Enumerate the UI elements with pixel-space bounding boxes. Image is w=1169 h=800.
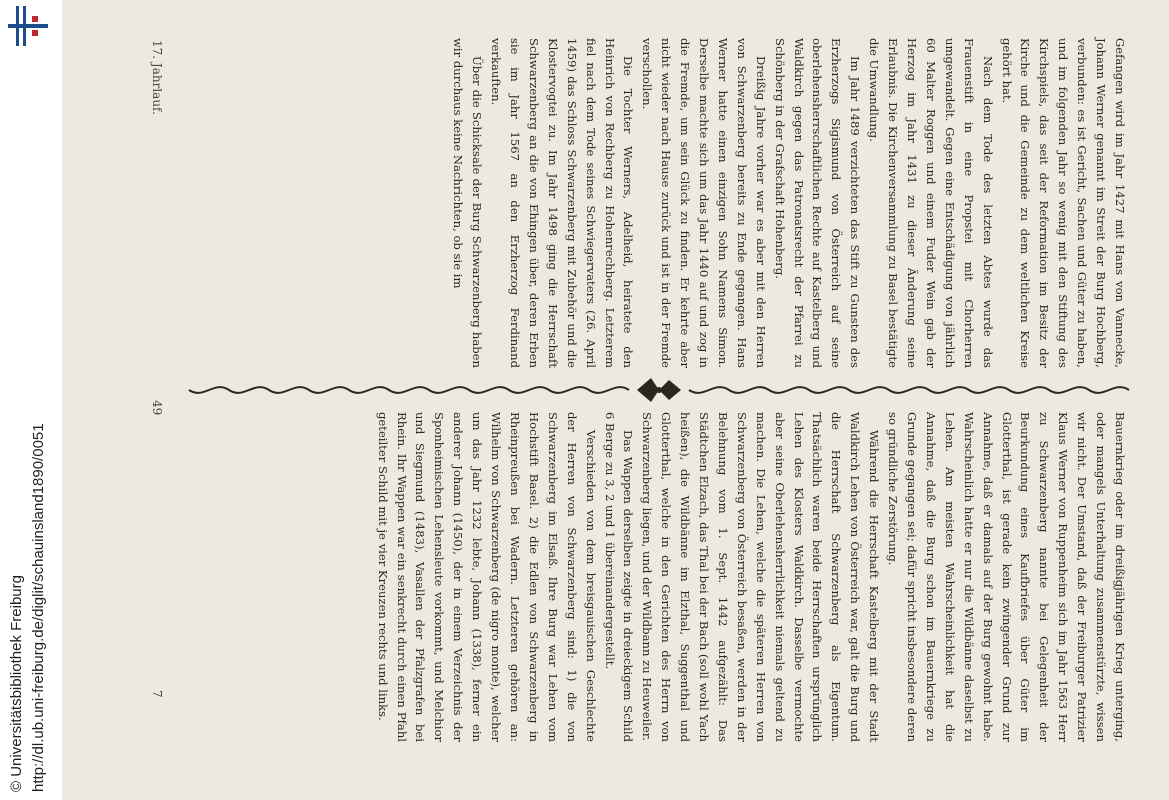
sidebar bbox=[0, 0, 62, 800]
source-url[interactable]: http://dl.ub.uni-freiburg.de/diglit/schauinsland1890/0051 bbox=[30, 423, 47, 792]
ornament-divider-icon bbox=[159, 376, 1159, 404]
paragraph: Nach dem Tode des letzten Abtes wurde das Frauenstift in eine Propstei mit Chorherren umgewandelt. Gegen eine Entschädigung von jährlich 60 Malter Roggen und einem Fuder Wein gab der Herzog im Jahr 1431 zu dieser Änderung seine Erlaubnis. Die Kirchenversammlung zu Basel bestätigte die Umwandlung. bbox=[867, 38, 995, 368]
library-logo-icon bbox=[6, 4, 50, 48]
paragraph: Die Tochter Werners, Adelheid, heiratete den Heinrich von Rechberg zu Hohenrechberg. Letzterem fiel nach dem Tode seines Schwiegervaters (26. April 1459) das Schloss Schwarzenberg mit Zubehör und die Klostervogtei zu. Im Jahr 1498 ging die Herrschaft Schwarzenberg an die von Ehingen über, deren Erben sie im Jahr 1567 an den Erzherzog Ferdinand verkauften. bbox=[489, 38, 636, 368]
paragraph: Im Jahr 1489 verzichteten das Stift zu Gunsten des Erzherzogs Sigismund von Österreich auf seine oberlehensherrschaftlichen Rechte auf Kastelberg und Waldkirch gegen das Patronatsrecht der Pfarrei zu Schönberg in der Grafschaft Hohenberg. bbox=[772, 38, 863, 368]
copyright-notice: © Universitätsbibliothek Freiburg bbox=[8, 575, 25, 792]
text-column-right bbox=[373, 412, 1129, 742]
page-number: 49 bbox=[150, 400, 164, 416]
signature-mark: 7 bbox=[150, 690, 164, 698]
paragraph: Während die Herrschaft Kastelberg mit der Stadt Waldkirch Lehen von Österreich war, galt die Burg und die Herrschaft Schwarzenberg als Eigentum. Thatsächlich waren beide Herrschaften ursprünglich Lehen des Klosters Waldkirch. Dasselbe vermochte aber seine Oberlehensherrlichkeit niemals geltend zu machen. Die Lehen, welche die späteren Herren von Schwarzenberg von Österreich besaßen, werden in der Belehnung vom 1. Sept. 1442 aufgezählt: Das Städtchen Elzach, das Thal bei der Bach (soll wohl Yach heißen), die Wildbänne im Elzthal, Suggenthal und Glotterthal, welche in den Gerichten des Herrn von Schwarzenberg liegen, und der Wildbann zu Heuweiler. bbox=[640, 412, 882, 742]
paragraph: Gefangen wird im Jahr 1427 mit Hans von Vannecke, Johann Werner genannt im Streit der Burg Hochberg, verbunden: es ist Gericht, Sachen und Güter zu haben, und im folgenden Jahr so wenig mit den Stiftung des Kirchspiels, das seit der Reformation im Besitz der Kirche und die Gemeinde zu dem weltlichen Kreise gehört hat. bbox=[999, 38, 1127, 368]
volume-label: 17. Jahrlauf. bbox=[150, 40, 164, 115]
text-column-left bbox=[448, 38, 1129, 368]
page-content bbox=[62, 0, 1169, 800]
paragraph: Das Wappen derselben zeigte in dreieckigem Schild 6 Berge zu 3, 2 und 1 übereinandergestellt. bbox=[602, 412, 636, 742]
scanned-page bbox=[62, 0, 1169, 800]
paragraph: Dreißig Jahre vorher war es aber mit den Herren von Schwarzenberg bereits zu Ende gegangen. Hans Werner hatte einen einzigen Sohn Namens Simon. Derselbe machte sich um das Jahr 1440 auf und zog in die Fremde, um sein Glück zu finden. Er kehrte aber nicht wieder nach Hause zurück und ist in der Fremde verschollen. bbox=[640, 38, 768, 368]
paragraph: Verschieden von dem breisgauischen Geschlechte der Herren von Schwarzenberg sind: 1) die von Schwarzenberg im Elsaß. Ihre Burg war Lehen vom Hochstift Basel. 2) die Edlen von Schwarzenberg in Rheinpreußen bei Wadern. Letzteren gehören an: Wilhelm von Schwarzenberg (de nigro monte), welcher um das Jahr 1232 lebte, Johann (1338), ferner ein anderer Johann (1450), der in einem Verzeichnis der Sponheimischen Lehensleute vorkommt, und Melchior und Siegmund (1483), Vasallen der Pfalzgrafen bei Rhein. Ihr Wappen war ein senkrecht durch einen Pfahl geteilter Schild mit je vier Kreuzen rechts und links. bbox=[375, 412, 598, 742]
paragraph: Über die Schicksale der Burg Schwarzenberg haben wir durchaus keine Nachrichten, ob sie im bbox=[451, 38, 485, 368]
paragraph: Bauernkrieg oder im dreißigjährigen Krieg unterging, oder mangels Unterhaltung zusammenstürzte, wissen wir nicht. Der Umstand, daß der Freiburger Patrizier Klaus Werner von Ruppenheim sich im Jahr 1563 Herr zu Schwarzenberg nannte bei Gelegenheit der Beurkundung eines Kaufbriefes über Güter im Glotterthal, ist gerade kein zwingender Grund zur Annahme, daß er damals auf der Burg gewohnt habe. Wahrscheinlich hatte er nur die Wildbänne daselbst zu Lehen. Am meisten Wahrscheinlichkeit hat die Annahme, daß die Burg schon im Bauernkriege zu Grunde gegangen sei; dafür spricht insbesondere deren so gründliche Zerstörung. bbox=[886, 412, 1127, 742]
